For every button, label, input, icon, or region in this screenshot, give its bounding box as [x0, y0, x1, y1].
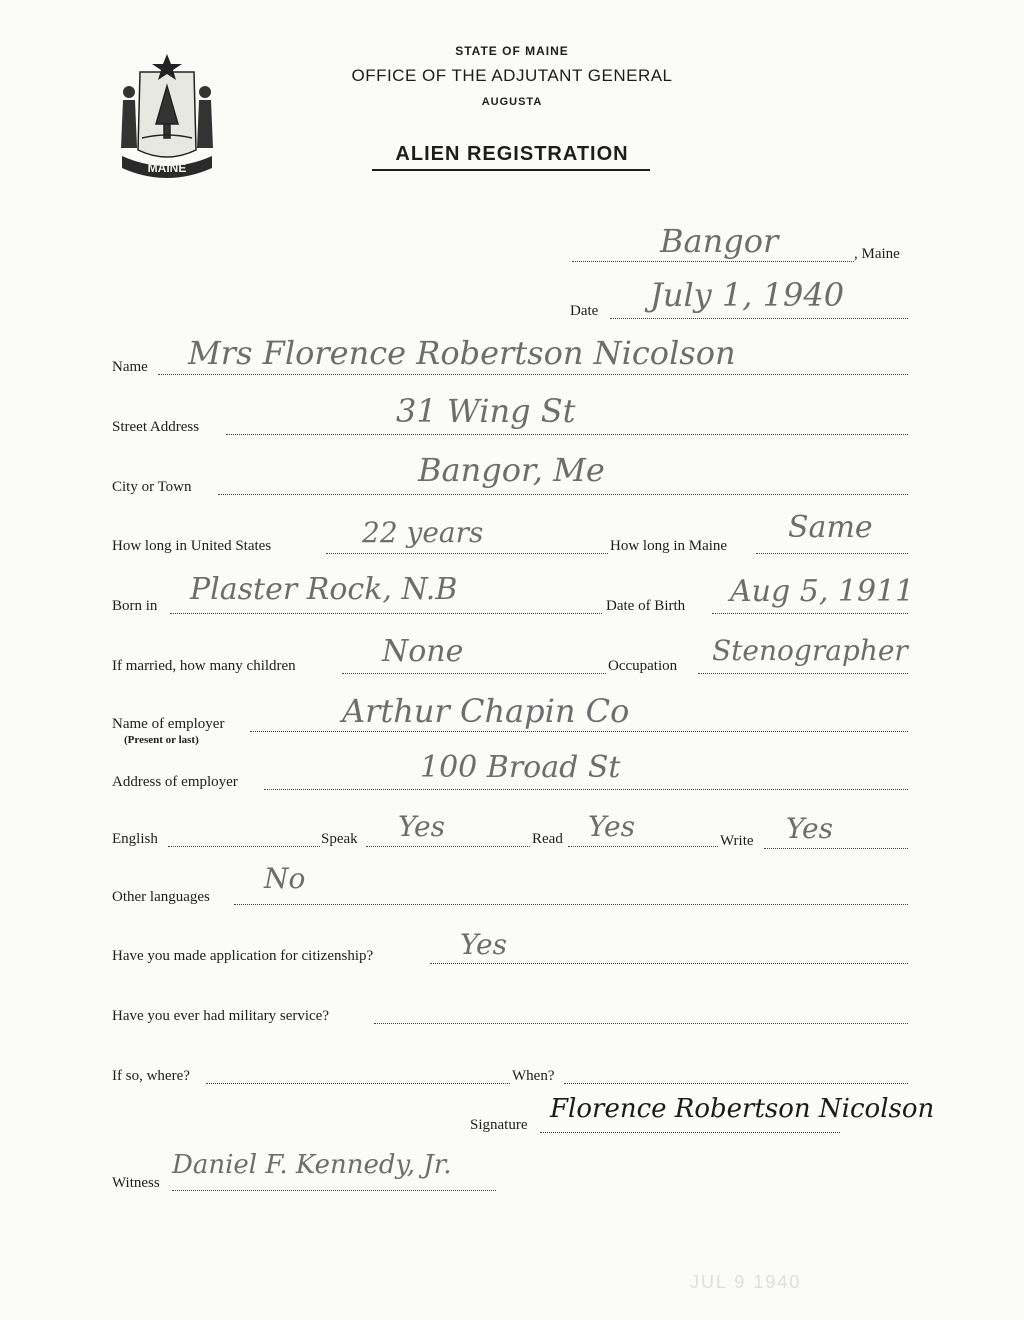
- city-line: [218, 494, 908, 495]
- how-long-us-line: [326, 553, 608, 554]
- header-city: AUGUSTA: [481, 96, 543, 108]
- employer-address-field[interactable]: 100 Broad St: [420, 750, 621, 785]
- occupation-line: [698, 673, 908, 674]
- speak-label: Speak: [321, 831, 358, 847]
- signature-label: Signature: [470, 1117, 528, 1133]
- other-languages-field[interactable]: No: [264, 862, 306, 895]
- born-field[interactable]: Plaster Rock, N.B: [190, 572, 458, 607]
- how-long-us-field[interactable]: 22 years: [362, 516, 484, 549]
- when-label: When?: [512, 1068, 555, 1084]
- employer-address-line: [264, 789, 908, 790]
- occupation-label: Occupation: [608, 658, 678, 674]
- place-field[interactable]: Bangor: [660, 222, 779, 260]
- read-line: [568, 846, 718, 847]
- name-field[interactable]: Mrs Florence Robertson Nicolson: [188, 334, 736, 372]
- citizenship-line: [430, 963, 908, 964]
- witness-line: [172, 1190, 496, 1191]
- english-label: English: [112, 831, 158, 847]
- employer-label: Name of employer: [112, 716, 225, 732]
- date-field[interactable]: July 1, 1940: [650, 276, 845, 314]
- name-label: Name: [112, 359, 148, 375]
- children-line: [342, 673, 606, 674]
- citizenship-label: Have you made application for citizenship?: [112, 948, 374, 964]
- city-label: City or Town: [112, 479, 192, 495]
- employer-address-label: Address of employer: [112, 774, 238, 790]
- signature-field[interactable]: Florence Robertson Nicolson: [550, 1094, 935, 1124]
- place-line: [572, 261, 854, 262]
- where-label: If so, where?: [112, 1068, 190, 1084]
- title-underline: [372, 169, 650, 171]
- occupation-field[interactable]: Stenographer: [712, 634, 908, 667]
- military-line: [374, 1023, 908, 1024]
- born-label: Born in: [112, 598, 158, 614]
- date-line: [610, 318, 908, 319]
- speak-field[interactable]: Yes: [398, 810, 445, 843]
- employer-note: (Present or last): [124, 734, 199, 746]
- employer-line: [250, 731, 908, 732]
- write-label: Write: [720, 833, 754, 849]
- seal-banner-text: MAINE: [147, 161, 187, 175]
- received-stamp: JUL 9 1940: [690, 1272, 802, 1292]
- dob-line: [712, 613, 908, 614]
- read-field[interactable]: Yes: [588, 810, 635, 843]
- state-seal: [112, 52, 222, 184]
- speak-line: [366, 846, 530, 847]
- witness-field[interactable]: Daniel F. Kennedy, Jr.: [172, 1150, 452, 1180]
- witness-label: Witness: [112, 1175, 160, 1191]
- where-line: [206, 1083, 510, 1084]
- citizenship-field[interactable]: Yes: [460, 928, 507, 961]
- employer-field[interactable]: Arthur Chapin Co: [342, 692, 630, 730]
- how-long-me-field[interactable]: Same: [788, 510, 873, 545]
- children-field[interactable]: None: [382, 634, 464, 669]
- born-line: [170, 613, 602, 614]
- when-line: [564, 1083, 908, 1084]
- how-long-me-label: How long in Maine: [610, 538, 728, 554]
- signature-line: [540, 1132, 840, 1133]
- write-line: [764, 848, 908, 849]
- dob-field[interactable]: Aug 5, 1911: [730, 574, 915, 609]
- read-label: Read: [532, 831, 563, 847]
- street-line: [226, 434, 908, 435]
- english-line: [168, 846, 320, 847]
- page-title: ALIEN REGISTRATION: [395, 143, 629, 165]
- other-languages-label: Other languages: [112, 889, 210, 905]
- how-long-me-line: [756, 553, 908, 554]
- write-field[interactable]: Yes: [786, 812, 833, 845]
- military-label: Have you ever had military service?: [112, 1008, 329, 1024]
- dob-label: Date of Birth: [606, 598, 686, 614]
- date-label: Date: [570, 303, 599, 319]
- street-field[interactable]: 31 Wing St: [396, 392, 576, 430]
- city-field[interactable]: Bangor, Me: [418, 451, 605, 489]
- how-long-us-label: How long in United States: [112, 538, 272, 554]
- maine-label: , Maine: [854, 246, 900, 262]
- header-office: OFFICE OF THE ADJUTANT GENERAL: [351, 66, 673, 85]
- street-label: Street Address: [112, 419, 200, 435]
- header-state: STATE OF MAINE: [455, 44, 569, 58]
- children-label: If married, how many children: [112, 658, 296, 674]
- other-languages-line: [234, 904, 908, 905]
- name-line: [158, 374, 908, 375]
